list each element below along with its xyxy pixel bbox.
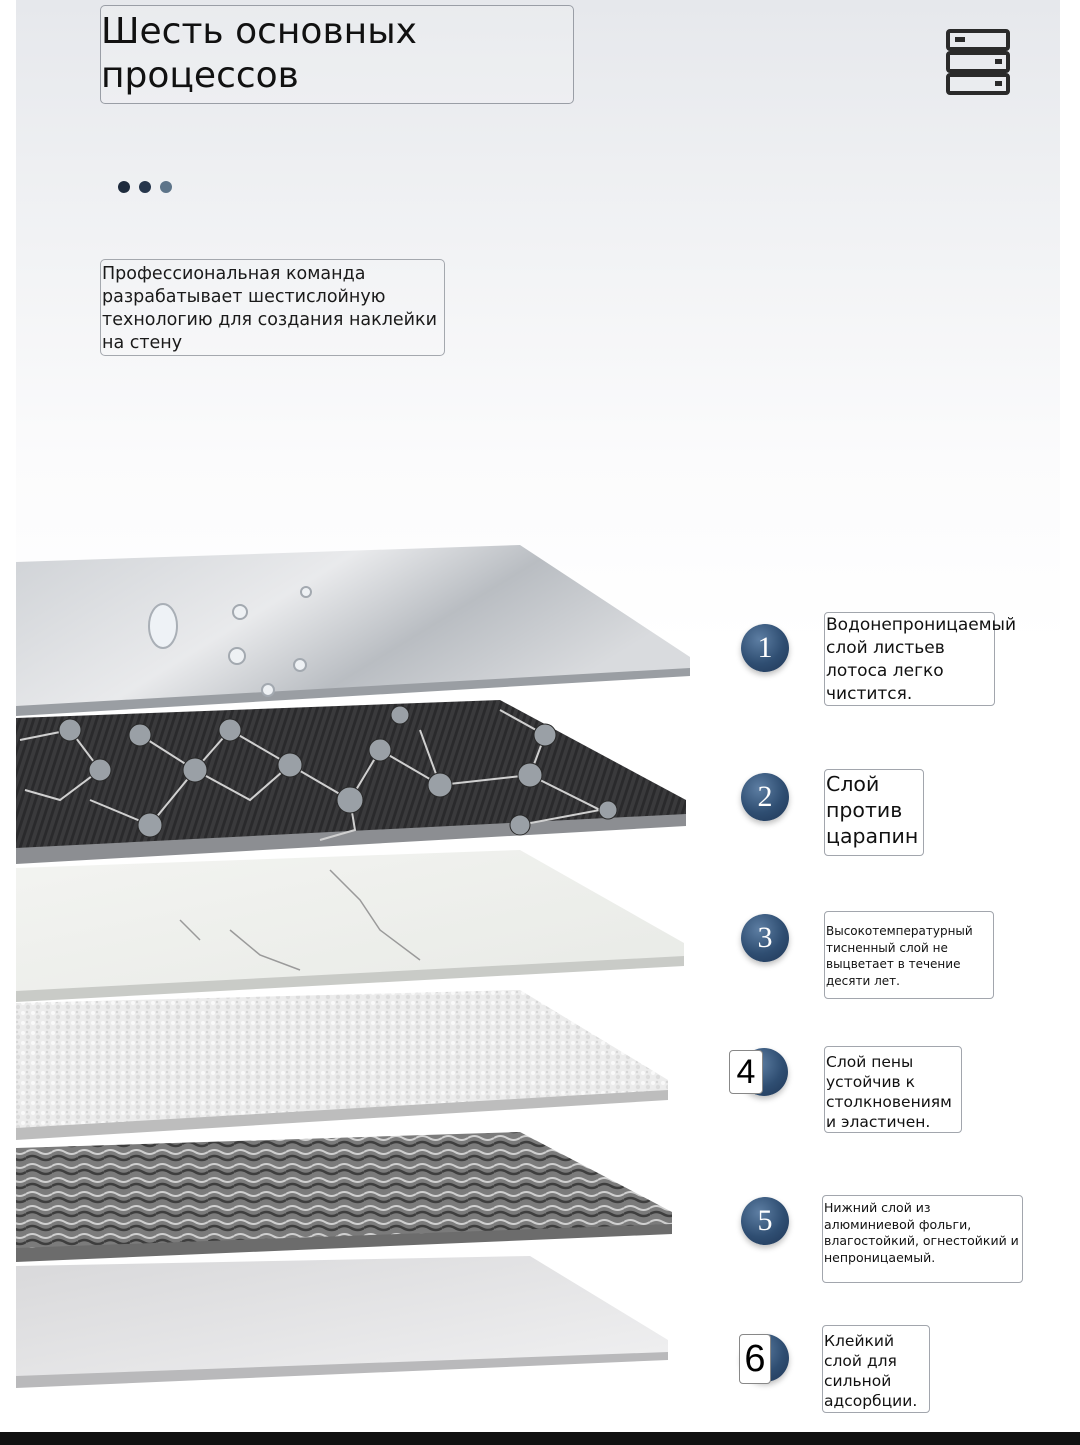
layer-3-label: Высокотемпературный тисненный слой не выцветает в течение десяти лет.	[824, 911, 994, 999]
layer-2-number: 2	[741, 773, 789, 821]
layer-6-label: Клейкий слой для сильной адсорбции.	[822, 1325, 930, 1413]
layer-4-label: Слой пены устойчив к столкновениям и эластичен.	[824, 1046, 962, 1133]
layer-1-number: 1	[741, 624, 789, 672]
water-drop	[149, 604, 177, 648]
layer-4-number: 4	[729, 1050, 763, 1094]
layer-1-waterproof	[16, 545, 690, 710]
layer-6-number: 6	[739, 1334, 771, 1384]
layer-3-embossed	[16, 850, 684, 995]
layer-3-number: 3	[741, 914, 789, 962]
layer-1-label: Водонепроницаемый слой листьев лотоса легко чистится.	[824, 612, 995, 706]
intro-text: Профессиональная команда разрабатывает шестислойную технологию для создания наклейки на стену	[102, 264, 437, 353]
page-title: Шесть основных процессов	[101, 11, 417, 96]
layer-5-label: Нижний слой из алюминиевой фольги, влагостойкий, огнестойкий и непроницаемый.	[822, 1195, 1023, 1283]
layer-5-number: 5	[741, 1197, 789, 1245]
layer-2-label: Слой против царапин	[824, 769, 924, 856]
bottom-bar	[0, 1432, 1080, 1445]
